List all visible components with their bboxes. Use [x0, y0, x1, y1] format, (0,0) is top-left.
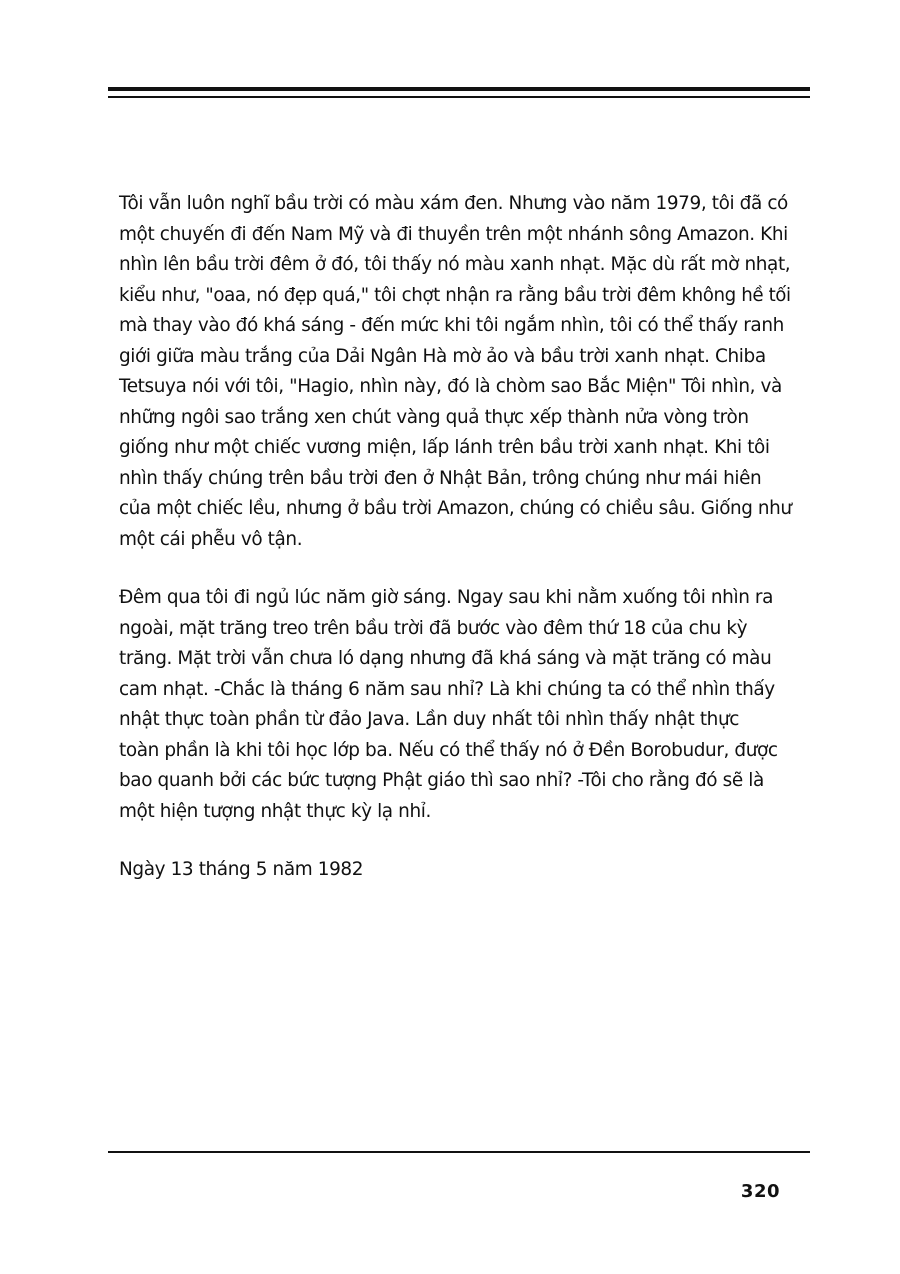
text-line: cam nhạt. -Chắc là tháng 6 năm sau nhỉ? Là khi chúng ta có thể nhìn thấy	[119, 678, 775, 700]
text-line: Đêm qua tôi đi ngủ lúc năm giờ sáng. Ngay sau khi nằm xuống tôi nhìn ra	[119, 587, 774, 608]
paragraph-gap	[119, 555, 809, 583]
text-line: Tetsuya nói với tôi, "Hagio, nhìn này, đó là chòm sao Bắc Miện" Tôi nhìn, và	[119, 376, 782, 397]
header-rule-thick	[108, 87, 810, 91]
page-body	[119, 189, 809, 886]
text-line: một chuyến đi đến Nam Mỹ và đi thuyền trên một nhánh sông Amazon. Khi	[119, 223, 788, 245]
text-line: ngoài, mặt trăng treo trên bầu trời đã bước vào đêm thứ 18 của chu kỳ	[119, 617, 748, 639]
text-line: giống như một chiếc vương miện, lấp lánh trên bầu trời xanh nhạt. Khi tôi	[119, 437, 770, 458]
text-line: mà thay vào đó khá sáng - đến mức khi tôi ngắm nhìn, tôi có thể thấy ranh	[119, 315, 784, 336]
footer-rule	[108, 1151, 810, 1153]
text-line: Tôi vẫn luôn nghĩ bầu trời có màu xám đen. Nhưng vào năm 1979, tôi đã có	[119, 193, 788, 214]
text-line: nhìn lên bầu trời đêm ở đó, tôi thấy nó màu xanh nhạt. Mặc dù rất mờ nhạt,	[119, 254, 791, 275]
paragraph-gap	[119, 827, 809, 855]
page-number: 320	[740, 1181, 780, 1202]
text-line: những ngôi sao trắng xen chút vàng quả thực xếp thành nửa vòng tròn	[119, 406, 749, 428]
text-line: nhìn thấy chúng trên bầu trời đen ở Nhật Bản, trông chúng như mái hiên	[119, 467, 762, 489]
text-line: trăng. Mặt trời vẫn chưa ló dạng nhưng đã khá sáng và mặt trăng có màu	[119, 648, 772, 669]
text-line: một hiện tượng nhật thực kỳ lạ nhỉ.	[119, 800, 431, 822]
text-line: giới giữa màu trắng của Dải Ngân Hà mờ ảo và bầu trời xanh nhạt. Chiba	[119, 345, 766, 367]
text-line: nhật thực toàn phần từ đảo Java. Lần duy nhất tôi nhìn thấy nhật thực	[119, 709, 739, 730]
paragraph-2	[119, 583, 809, 827]
date-line: Ngày 13 tháng 5 năm 1982	[119, 859, 364, 880]
paragraph-1	[119, 189, 809, 555]
text-line: bao quanh bởi các bức tượng Phật giáo thì sao nhỉ? -Tôi cho rằng đó sẽ là	[119, 770, 764, 791]
text-line: của một chiếc lều, nhưng ở bầu trời Amazon, chúng có chiều sâu. Giống như	[119, 498, 792, 519]
header-rule-thin	[108, 96, 810, 98]
text-line: kiểu như, "oaa, nó đẹp quá," tôi chợt nhận ra rằng bầu trời đêm không hề tối	[119, 284, 791, 306]
text-line: toàn phần là khi tôi học lớp ba. Nếu có thể thấy nó ở Đền Borobudur, được	[119, 739, 778, 761]
text-line: một cái phễu vô tận.	[119, 528, 303, 550]
